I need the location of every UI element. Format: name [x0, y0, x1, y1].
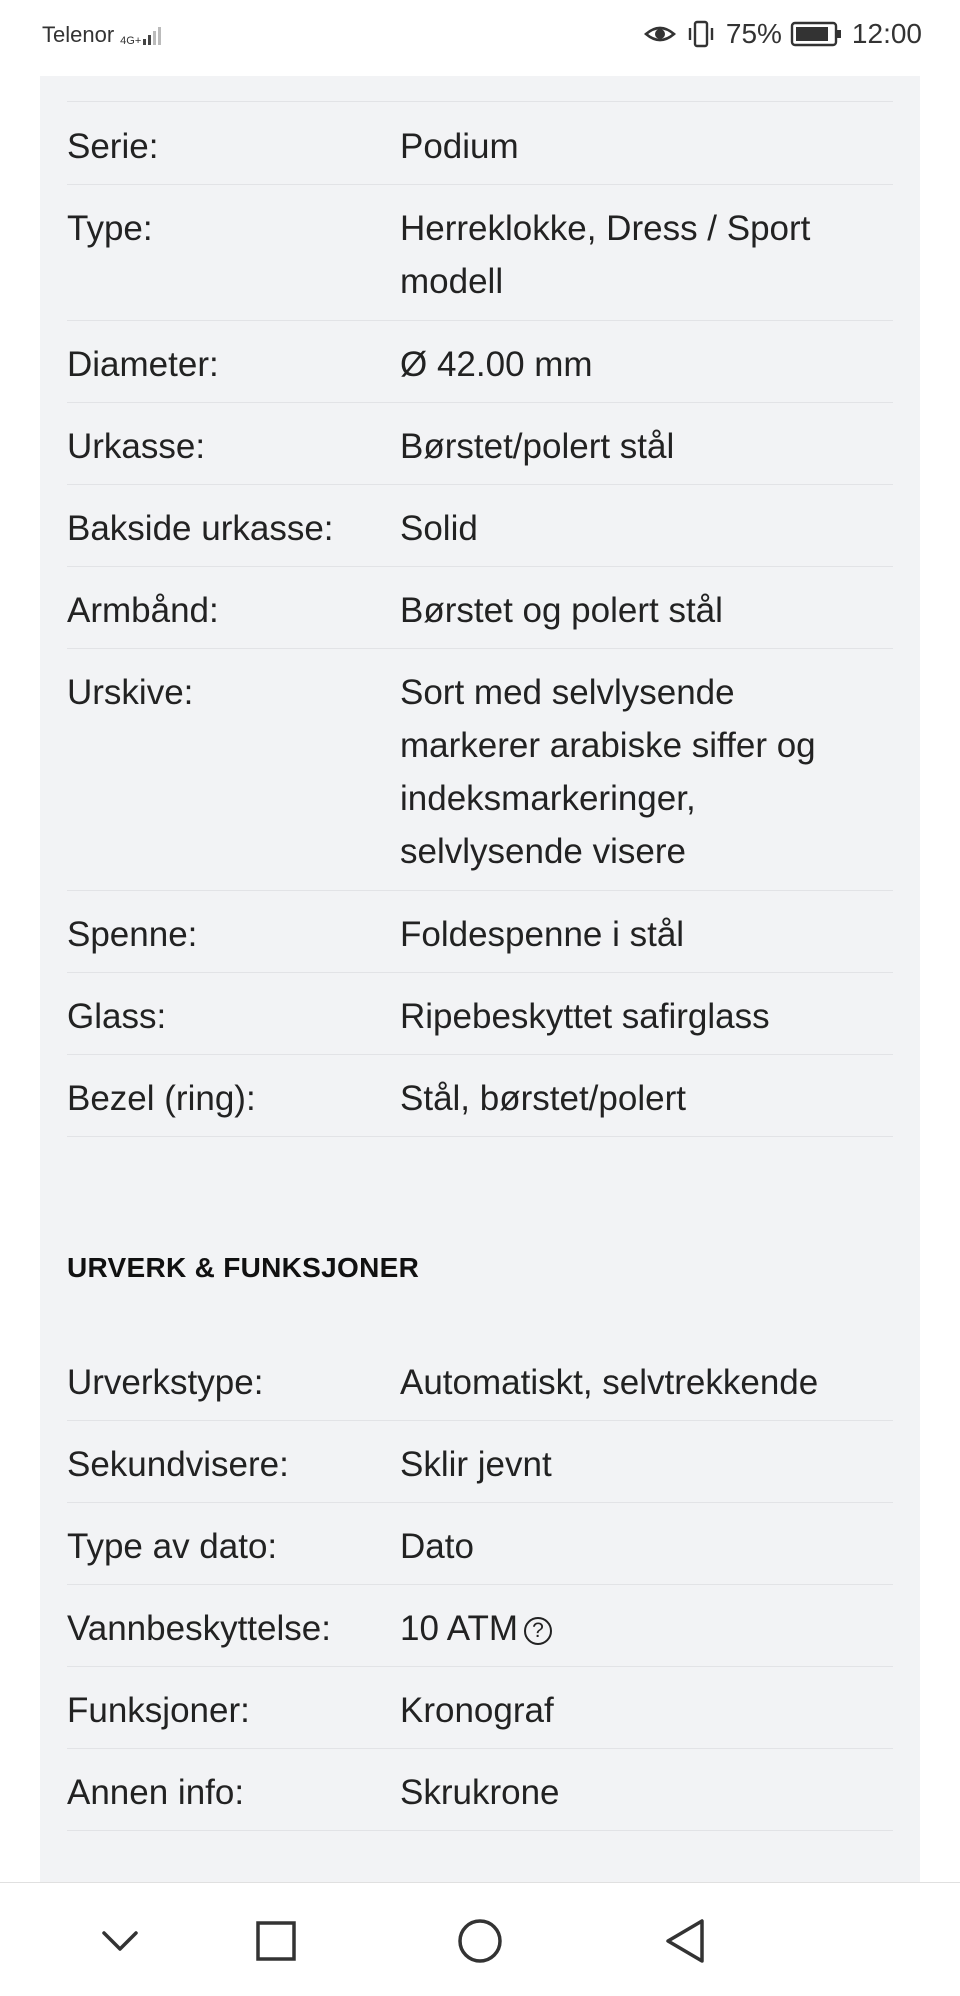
spec-label: Vannbeskyttelse:: [67, 1609, 331, 1648]
eye-icon: [644, 22, 676, 46]
signal-icon: [143, 23, 167, 47]
spec-label: Spenne:: [67, 915, 198, 954]
nav-recent-button[interactable]: [248, 1913, 304, 1969]
spec-row: [67, 890, 893, 973]
triangle-back-icon: [662, 1917, 706, 1965]
spec-value: Børstet/polert stål: [400, 427, 675, 466]
spec-label: Glass:: [67, 997, 167, 1036]
spec-value: Sklir jevnt: [400, 1445, 552, 1484]
nav-home-button[interactable]: [452, 1913, 508, 1969]
spec-value: Børstet og polert stål: [400, 591, 723, 630]
spec-label: Funksjoner:: [67, 1691, 250, 1730]
status-bar: [0, 0, 960, 76]
spec-label: Urverkstype:: [67, 1363, 264, 1402]
spec-value: Stål, børstet/polert: [400, 1079, 686, 1118]
nav-back-button[interactable]: [656, 1913, 712, 1969]
spec-label: Armbånd:: [67, 591, 219, 630]
square-icon: [255, 1920, 297, 1962]
spec-label: Type:: [67, 209, 153, 248]
spec-value: 10 ATM: [400, 1609, 519, 1648]
chevron-down-icon: [100, 1929, 140, 1953]
spec-label: Bezel (ring):: [67, 1079, 256, 1118]
spec-row: [67, 102, 893, 185]
spec-row: [67, 184, 893, 321]
spec-row: [67, 1502, 893, 1585]
spec-row: [67, 1338, 893, 1421]
spec-label: Type av dato:: [67, 1527, 278, 1566]
circle-icon: [456, 1917, 504, 1965]
battery-icon: [790, 21, 842, 47]
clock: 12:00: [851, 18, 922, 49]
spec-value: Foldespenne i stål: [400, 915, 685, 954]
spec-label: Urskive:: [67, 673, 194, 712]
section-title-movement: URVERK & FUNKSJONER: [67, 1252, 420, 1283]
spec-row: [67, 1420, 893, 1503]
spec-row: [67, 1584, 893, 1667]
nav-collapse-button[interactable]: [92, 1913, 148, 1969]
spec-label: Diameter:: [67, 345, 219, 384]
navigation-bar: [0, 1882, 960, 1996]
help-icon[interactable]: ?: [524, 1617, 552, 1645]
spec-row: [67, 1748, 893, 1831]
spec-label: Urkasse:: [67, 427, 206, 466]
spec-value: Podium: [400, 127, 519, 166]
battery-percent: 75%: [725, 18, 782, 49]
spec-label: Bakside urkasse:: [67, 509, 334, 548]
spec-value: Kronograf: [400, 1691, 554, 1730]
spec-row: [67, 972, 893, 1055]
spec-value: Automatiskt, selvtrekkende: [400, 1363, 819, 1402]
spec-row: [67, 402, 893, 485]
specs-card: [40, 76, 920, 1882]
spec-value: Ø 42.00 mm: [400, 345, 593, 384]
carrier-name: Telenor: [42, 22, 115, 47]
spec-row: [67, 648, 893, 891]
spec-row: [67, 1666, 893, 1749]
spec-value: Skrukrone: [400, 1773, 560, 1812]
carrier-area: [42, 22, 167, 48]
spec-label: Sekundvisere:: [67, 1445, 289, 1484]
spec-label: Annen info:: [67, 1773, 245, 1812]
vibrate-icon: [686, 19, 716, 49]
spec-row: [67, 1054, 893, 1137]
spec-row: [67, 320, 893, 403]
status-icons: [644, 18, 922, 50]
spec-value: Herreklokke, Dress / Sport modell: [400, 209, 811, 301]
network-indicator: [120, 23, 167, 47]
network-type: 4G+: [120, 35, 142, 47]
spec-value: Sort med selvlysende markerer arabiske siffer og indeksmarkeringer, selvlysende visere: [400, 673, 816, 871]
spec-label: Serie:: [67, 127, 159, 166]
spec-row: [67, 484, 893, 567]
spec-value: Dato: [400, 1527, 474, 1566]
spec-value-water-resistance: [400, 1602, 880, 1655]
spec-value: Solid: [400, 509, 478, 548]
spec-value: Ripebeskyttet safirglass: [400, 997, 770, 1036]
spec-row: [67, 566, 893, 649]
